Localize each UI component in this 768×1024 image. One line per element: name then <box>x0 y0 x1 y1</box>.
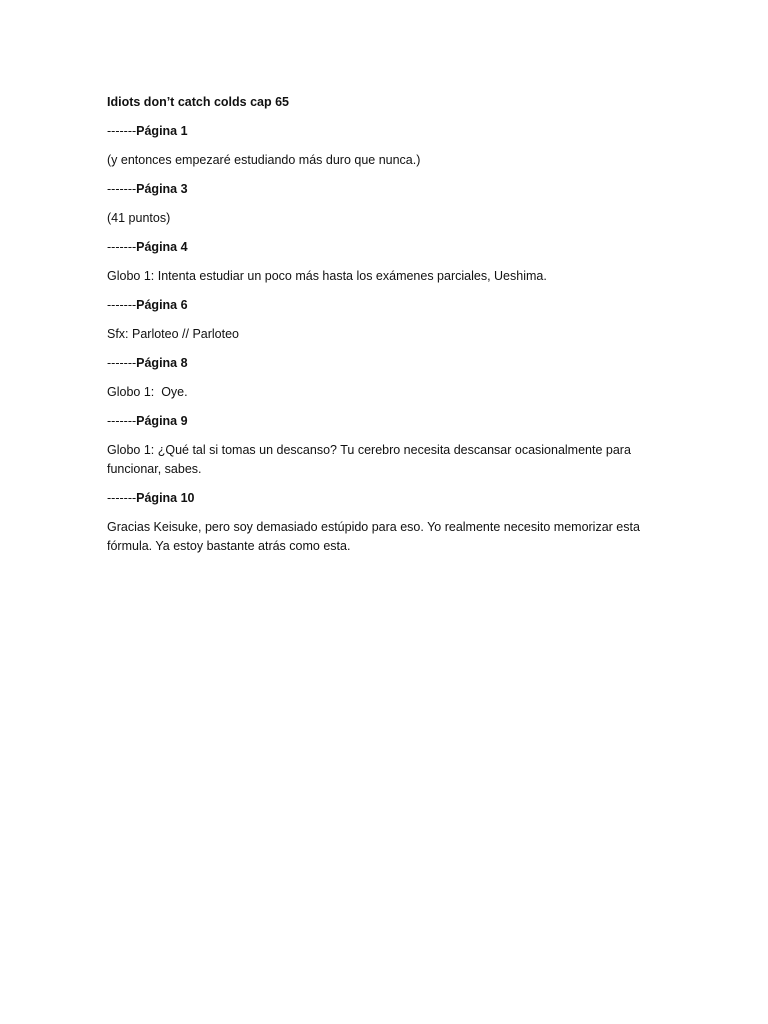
page-heading <box>107 122 667 141</box>
page-heading <box>107 412 667 431</box>
page-heading-prefix: ------- <box>107 414 137 428</box>
page-heading-prefix: ------- <box>107 356 137 370</box>
page-heading-prefix: ------- <box>107 124 137 138</box>
page-heading-label: Página 8 <box>136 356 188 370</box>
page-heading-label: Página 1 <box>136 124 188 138</box>
page-heading <box>107 180 667 199</box>
transcript-line: Globo 1: Oye. <box>107 385 188 399</box>
document-title: Idiots don’t catch colds cap 65 <box>107 95 289 109</box>
transcript-line: Sfx: Parloteo // Parloteo <box>107 327 240 341</box>
page-heading-prefix: ------- <box>107 240 137 254</box>
transcript-line: (y entonces empezaré estudiando más duro que nunca.) <box>107 153 421 167</box>
page-heading-prefix: ------- <box>107 298 137 312</box>
page-heading-label: Página 10 <box>136 491 195 505</box>
page-heading <box>107 296 667 315</box>
page-heading <box>107 489 667 508</box>
page-heading <box>107 354 667 373</box>
transcript-line: (41 puntos) <box>107 211 171 225</box>
page-heading-label: Página 4 <box>136 240 188 254</box>
transcript-line: Globo 1: Intenta estudiar un poco más hasta los exámenes parciales, Ueshima. <box>107 269 547 283</box>
transcript-line: Gracias Keisuke, pero soy demasiado estúpido para eso. Yo realmente necesito memorizar esta fórmula. Ya estoy bastante atrás como esta. <box>107 520 644 553</box>
page-heading-label: Página 6 <box>136 298 188 312</box>
page-heading-label: Página 3 <box>136 182 188 196</box>
page-heading-prefix: ------- <box>107 491 137 505</box>
page-heading-prefix: ------- <box>107 182 137 196</box>
page-heading <box>107 238 667 257</box>
transcript-line: Globo 1: ¿Qué tal si tomas un descanso? Tu cerebro necesita descansar ocasionalmente para funcionar, sabes. <box>107 443 635 476</box>
page-heading-label: Página 9 <box>136 414 188 428</box>
document-body <box>107 93 667 566</box>
